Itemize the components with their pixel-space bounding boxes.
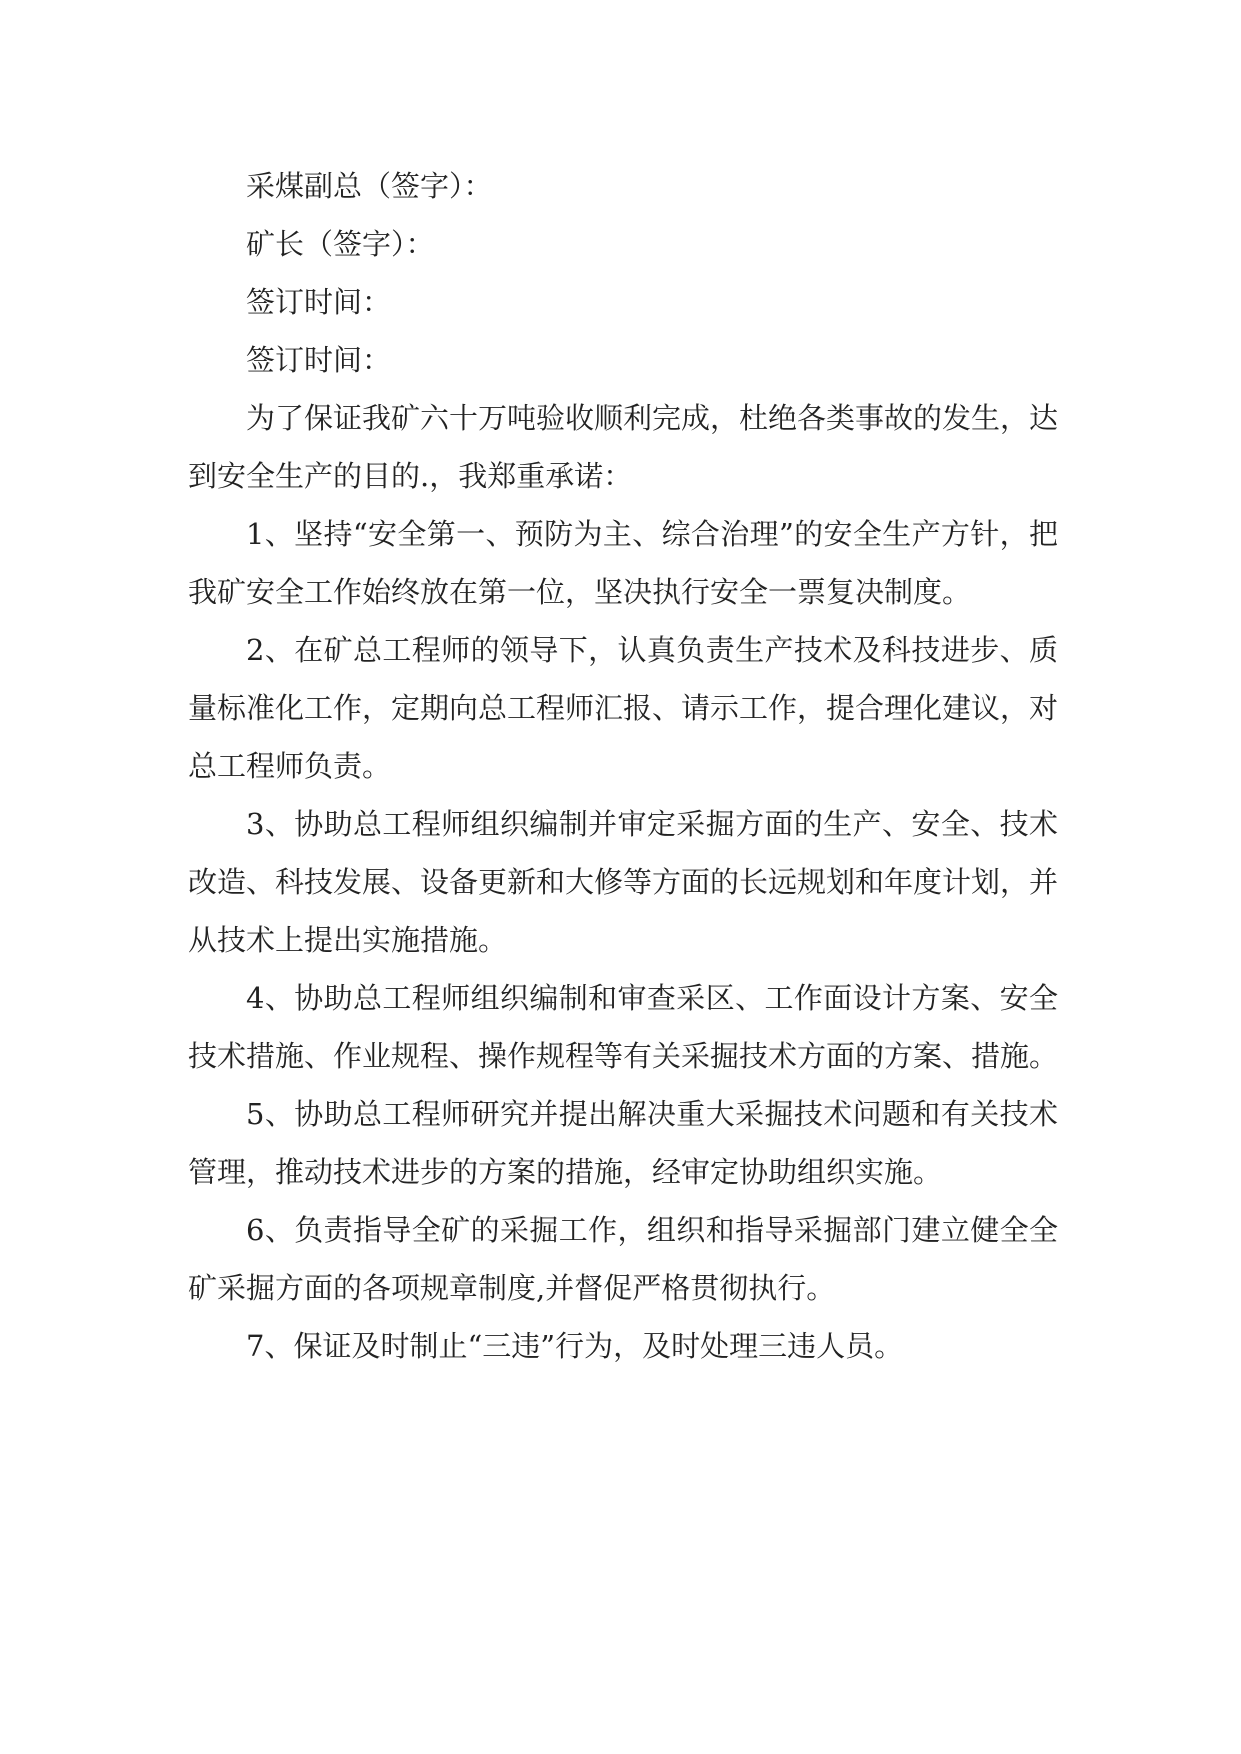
signature-block: [188, 157, 1058, 389]
commitment-item: 1、坚持“安全第一、预防为主、综合治理”的安全生产方针，把我矿安全工作始终放在第一位，坚决执行安全一票复决制度。: [188, 517, 1058, 609]
deputy-signature-line: 采煤副总（签字）：: [246, 169, 493, 203]
signing-time-line: 签订时间：: [246, 343, 392, 377]
commitment-item: 2、在矿总工程师的领导下，认真负责生产技术及科技进步、质量标准化工作，定期向总工程师汇报、请示工作，提合理化建议，对总工程师负责。: [188, 633, 1059, 783]
commitment-item: 4、协助总工程师组织编制和审查采区、工作面设计方案、安全技术措施、作业规程、操作规程等有关采掘技术方面的方案、措施。: [188, 981, 1059, 1073]
commitment-item: 5、协助总工程师研究并提出解决重大采掘技术问题和有关技术管理，推动技术进步的方案的措施，经审定协助组织实施。: [188, 1097, 1058, 1189]
intro-paragraph: 为了保证我矿六十万吨验收顺利完成，杜绝各类事故的发生，达到安全生产的目的.，我郑重承诺：: [188, 401, 1059, 493]
commitment-item: 3、协助总工程师组织编制并审定采掘方面的生产、安全、技术改造、科技发展、设备更新和大修等方面的长远规划和年度计划，并从技术上提出实施措施。: [188, 807, 1059, 957]
signing-time-line: 签订时间：: [246, 285, 392, 319]
document-body: [188, 157, 1058, 1375]
commitment-item: 6、负责指导全矿的采掘工作，组织和指导采掘部门建立健全全矿采掘方面的各项规章制度,并督促严格贯彻执行。: [188, 1213, 1058, 1305]
director-signature-line: 矿长（签字）：: [246, 227, 435, 261]
commitment-item: 7、保证及时制止“三违”行为，及时处理三违人员。: [246, 1329, 904, 1363]
